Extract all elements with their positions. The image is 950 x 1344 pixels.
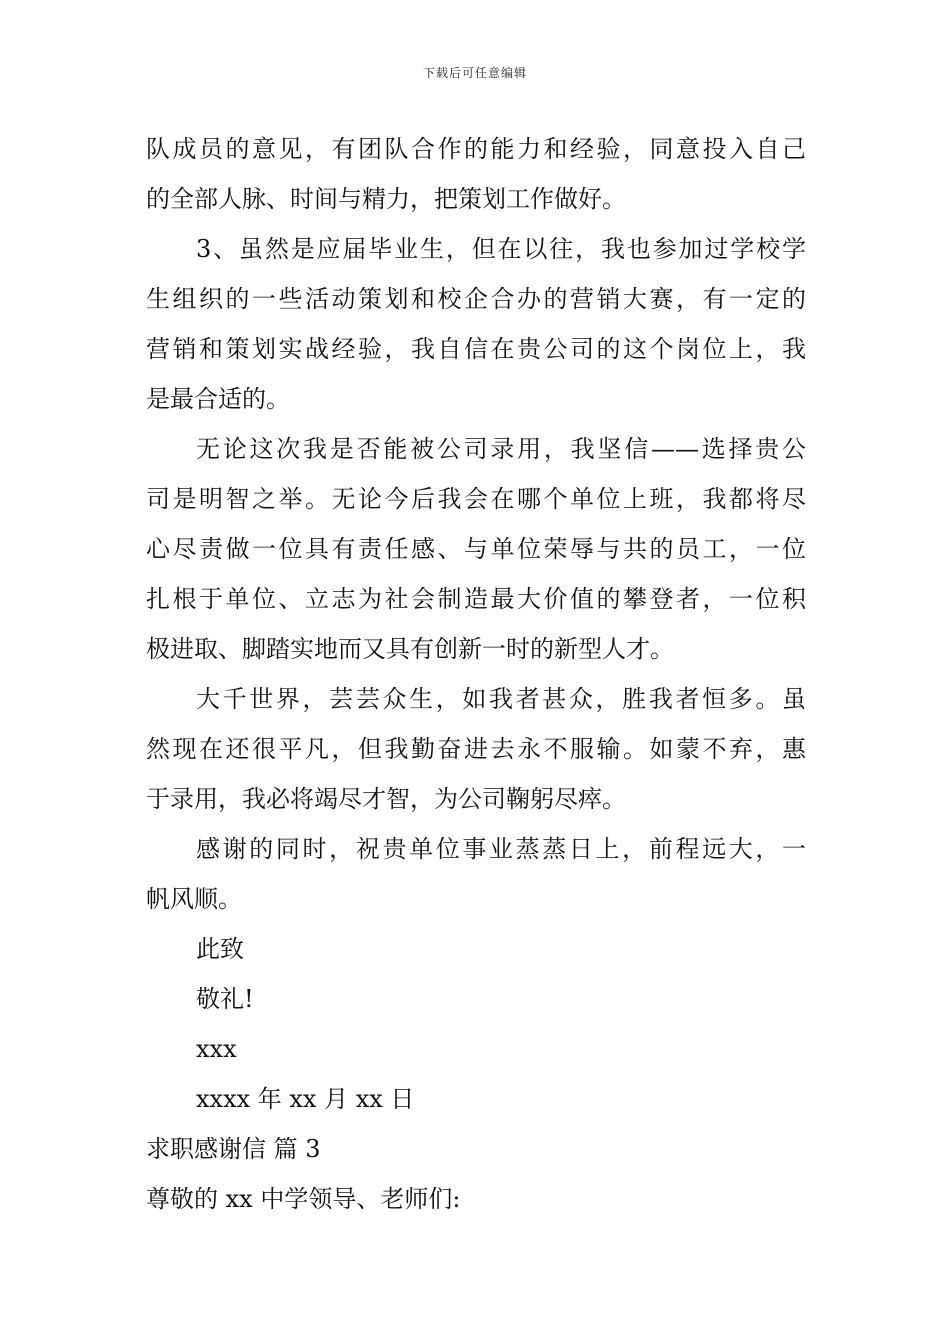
date-line: xxxx 年 xx 月 xx 日 bbox=[196, 1085, 415, 1113]
paragraph-2 bbox=[146, 224, 806, 424]
text-line: 生组织的一些活动策划和校企合办的营销大赛，有一定的 bbox=[146, 285, 806, 313]
paragraph-4 bbox=[146, 674, 806, 824]
paragraph-3 bbox=[146, 424, 806, 674]
text-line: 然现在还很平凡，但我勤奋进去永不服输。如蒙不弃，惠 bbox=[146, 735, 806, 763]
text-line: 心尽责做一位具有责任感、与单位荣辱与共的员工，一位 bbox=[146, 535, 806, 563]
text-line: 感谢的同时，祝贵单位事业蒸蒸日上，前程远大，一 bbox=[196, 835, 806, 863]
text-line: 无论这次我是否能被公司录用，我坚信——选择贵公 bbox=[196, 435, 806, 463]
text-line: 极进取、脚踏实地而又具有创新一时的新型人才。 bbox=[146, 635, 674, 663]
paragraph-1 bbox=[146, 124, 806, 224]
text-line: 营销和策划实战经验，我自信在贵公司的这个岗位上，我 bbox=[146, 335, 806, 363]
text-line: 扎根于单位、立志为社会制造最大价值的攀登者，一位积 bbox=[146, 585, 806, 613]
text-line: 大千世界，芸芸众生，如我者甚众，胜我者恒多。虽 bbox=[196, 685, 806, 713]
text-line: 帆风顺。 bbox=[146, 885, 242, 913]
text-line: 司是明智之举。无论今后我会在哪个单位上班，我都将尽 bbox=[146, 485, 806, 513]
text-line: 队成员的意见，有团队合作的能力和经验，同意投入自己 bbox=[146, 135, 806, 163]
page-header: 下载后可任意编辑 bbox=[422, 66, 527, 80]
text-line: 于录用，我必将竭尽才智，为公司鞠躬尽瘁。 bbox=[146, 785, 626, 813]
section-title: 求职感谢信 篇 3 bbox=[146, 1135, 321, 1163]
signature: xxx bbox=[196, 1035, 237, 1063]
document-body bbox=[146, 124, 806, 1224]
text-line: 的全部人脉、时间与精力，把策划工作做好。 bbox=[146, 185, 626, 213]
closing-salute-1: 此致 bbox=[196, 935, 244, 963]
greeting-line: 尊敬的 xx 中学领导、老师们: bbox=[146, 1185, 461, 1213]
closing-salute-2: 敬礼! bbox=[196, 985, 254, 1013]
paragraph-5 bbox=[146, 824, 806, 924]
text-line: 3、虽然是应届毕业生，但在以往，我也参加过学校学 bbox=[196, 235, 806, 263]
text-line: 是最合适的。 bbox=[146, 385, 290, 413]
